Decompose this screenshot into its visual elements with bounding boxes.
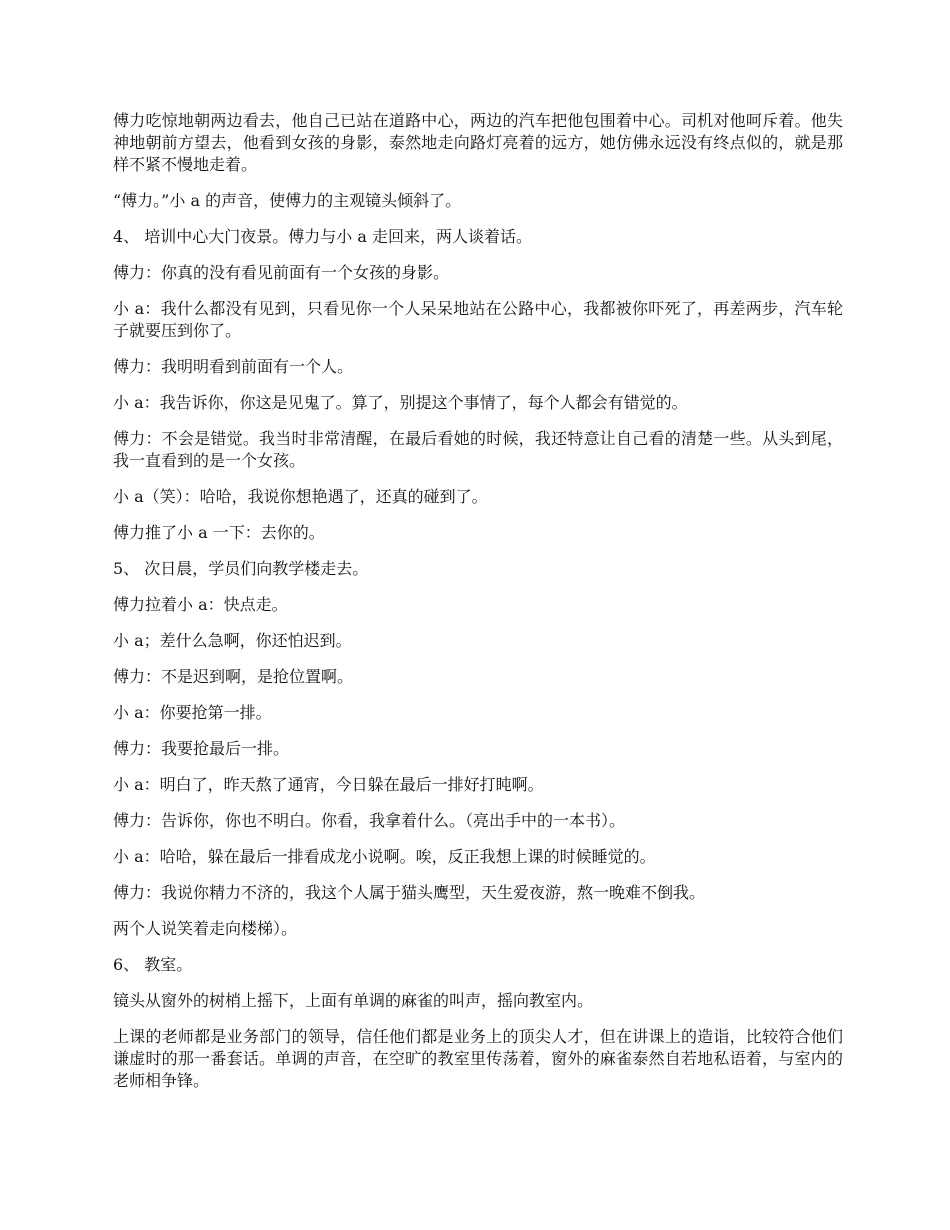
paragraph-15: 小 a：你要抢第一排。 — [113, 703, 272, 722]
paragraph-5: 小 a：我什么都没有见到，只看见你一个人呆呆地站在公路中心，我都被你吓死了，再差两步，汽车轮子就要压到你了。 — [113, 299, 843, 340]
paragraph-17: 小 a：明白了，昨天熬了通宵，今日躲在最后一排好打盹啊。 — [113, 775, 544, 794]
paragraph-14: 傅力：不是迟到啊，是抢位置啊。 — [113, 667, 354, 686]
paragraph-21: 两个人说笑着走向楼梯）。 — [113, 919, 298, 938]
paragraph-23: 镜头从窗外的树梢上摇下，上面有单调的麻雀的叫声，摇向教室内。 — [113, 991, 594, 1010]
paragraph-12: 傅力拉着小 a：快点走。 — [113, 595, 288, 614]
paragraph-1: 傅力吃惊地朝两边看去，他自己已站在道路中心，两边的汽车把他包围着中心。司机对他呵斥着。他失神地朝前方望去，他看到女孩的身影，泰然地走向路灯亮着的远方，她仿佛永远没有终点似的，就是那样不紧不慢地走着。 — [113, 111, 843, 174]
paragraph-22: 6、 教室。 — [113, 955, 193, 974]
paragraph-2: “傅力。”小 a 的声音，使傅力的主观镜头倾斜了。 — [113, 191, 462, 210]
paragraph-4: 傅力：你真的没有看见前面有一个女孩的身影。 — [113, 263, 450, 282]
paragraph-6: 傅力：我明明看到前面有一个人。 — [113, 357, 354, 376]
paragraph-3: 4、 培训中心大门夜景。傅力与小 a 走回来，两人谈着话。 — [113, 227, 532, 246]
paragraph-10: 傅力推了小 a 一下：去你的。 — [113, 523, 325, 542]
paragraph-18: 傅力：告诉你，你也不明白。你看，我拿着什么。（亮出手中的一本书）。 — [113, 811, 626, 830]
paragraph-13: 小 a；差什么急啊，你还怕迟到。 — [113, 631, 352, 650]
paragraph-7: 小 a：我告诉你，你这是见鬼了。算了，别提这个事情了，每个人都会有错觉的。 — [113, 393, 688, 412]
paragraph-19: 小 a：哈哈，躲在最后一排看成龙小说啊。唉，反正我想上课的时候睡觉的。 — [113, 847, 656, 866]
paragraph-11: 5、 次日晨，学员们向教学楼走去。 — [113, 559, 369, 578]
paragraph-16: 傅力：我要抢最后一排。 — [113, 739, 290, 758]
paragraph-8: 傅力：不会是错觉。我当时非常清醒，在最后看她的时候，我还特意让自己看的清楚一些。从头到尾，我一直看到的是一个女孩。 — [113, 429, 843, 470]
paragraph-20: 傅力：我说你精力不济的，我这个人属于猫头鹰型，天生爱夜游，熬一晚难不倒我。 — [113, 883, 706, 902]
document-page — [113, 110, 843, 1106]
paragraph-9: 小 a（笑）：哈哈，我说你想艳遇了，还真的碰到了。 — [113, 487, 488, 506]
paragraph-24: 上课的老师都是业务部门的领导，信任他们都是业务上的顶尖人才，但在讲课上的造诣，比较符合他们谦虚时的那一番套话。单调的声音，在空旷的教室里传荡着，窗外的麻雀泰然自若地私语着，与室内的老师相争锋。 — [113, 1027, 843, 1090]
